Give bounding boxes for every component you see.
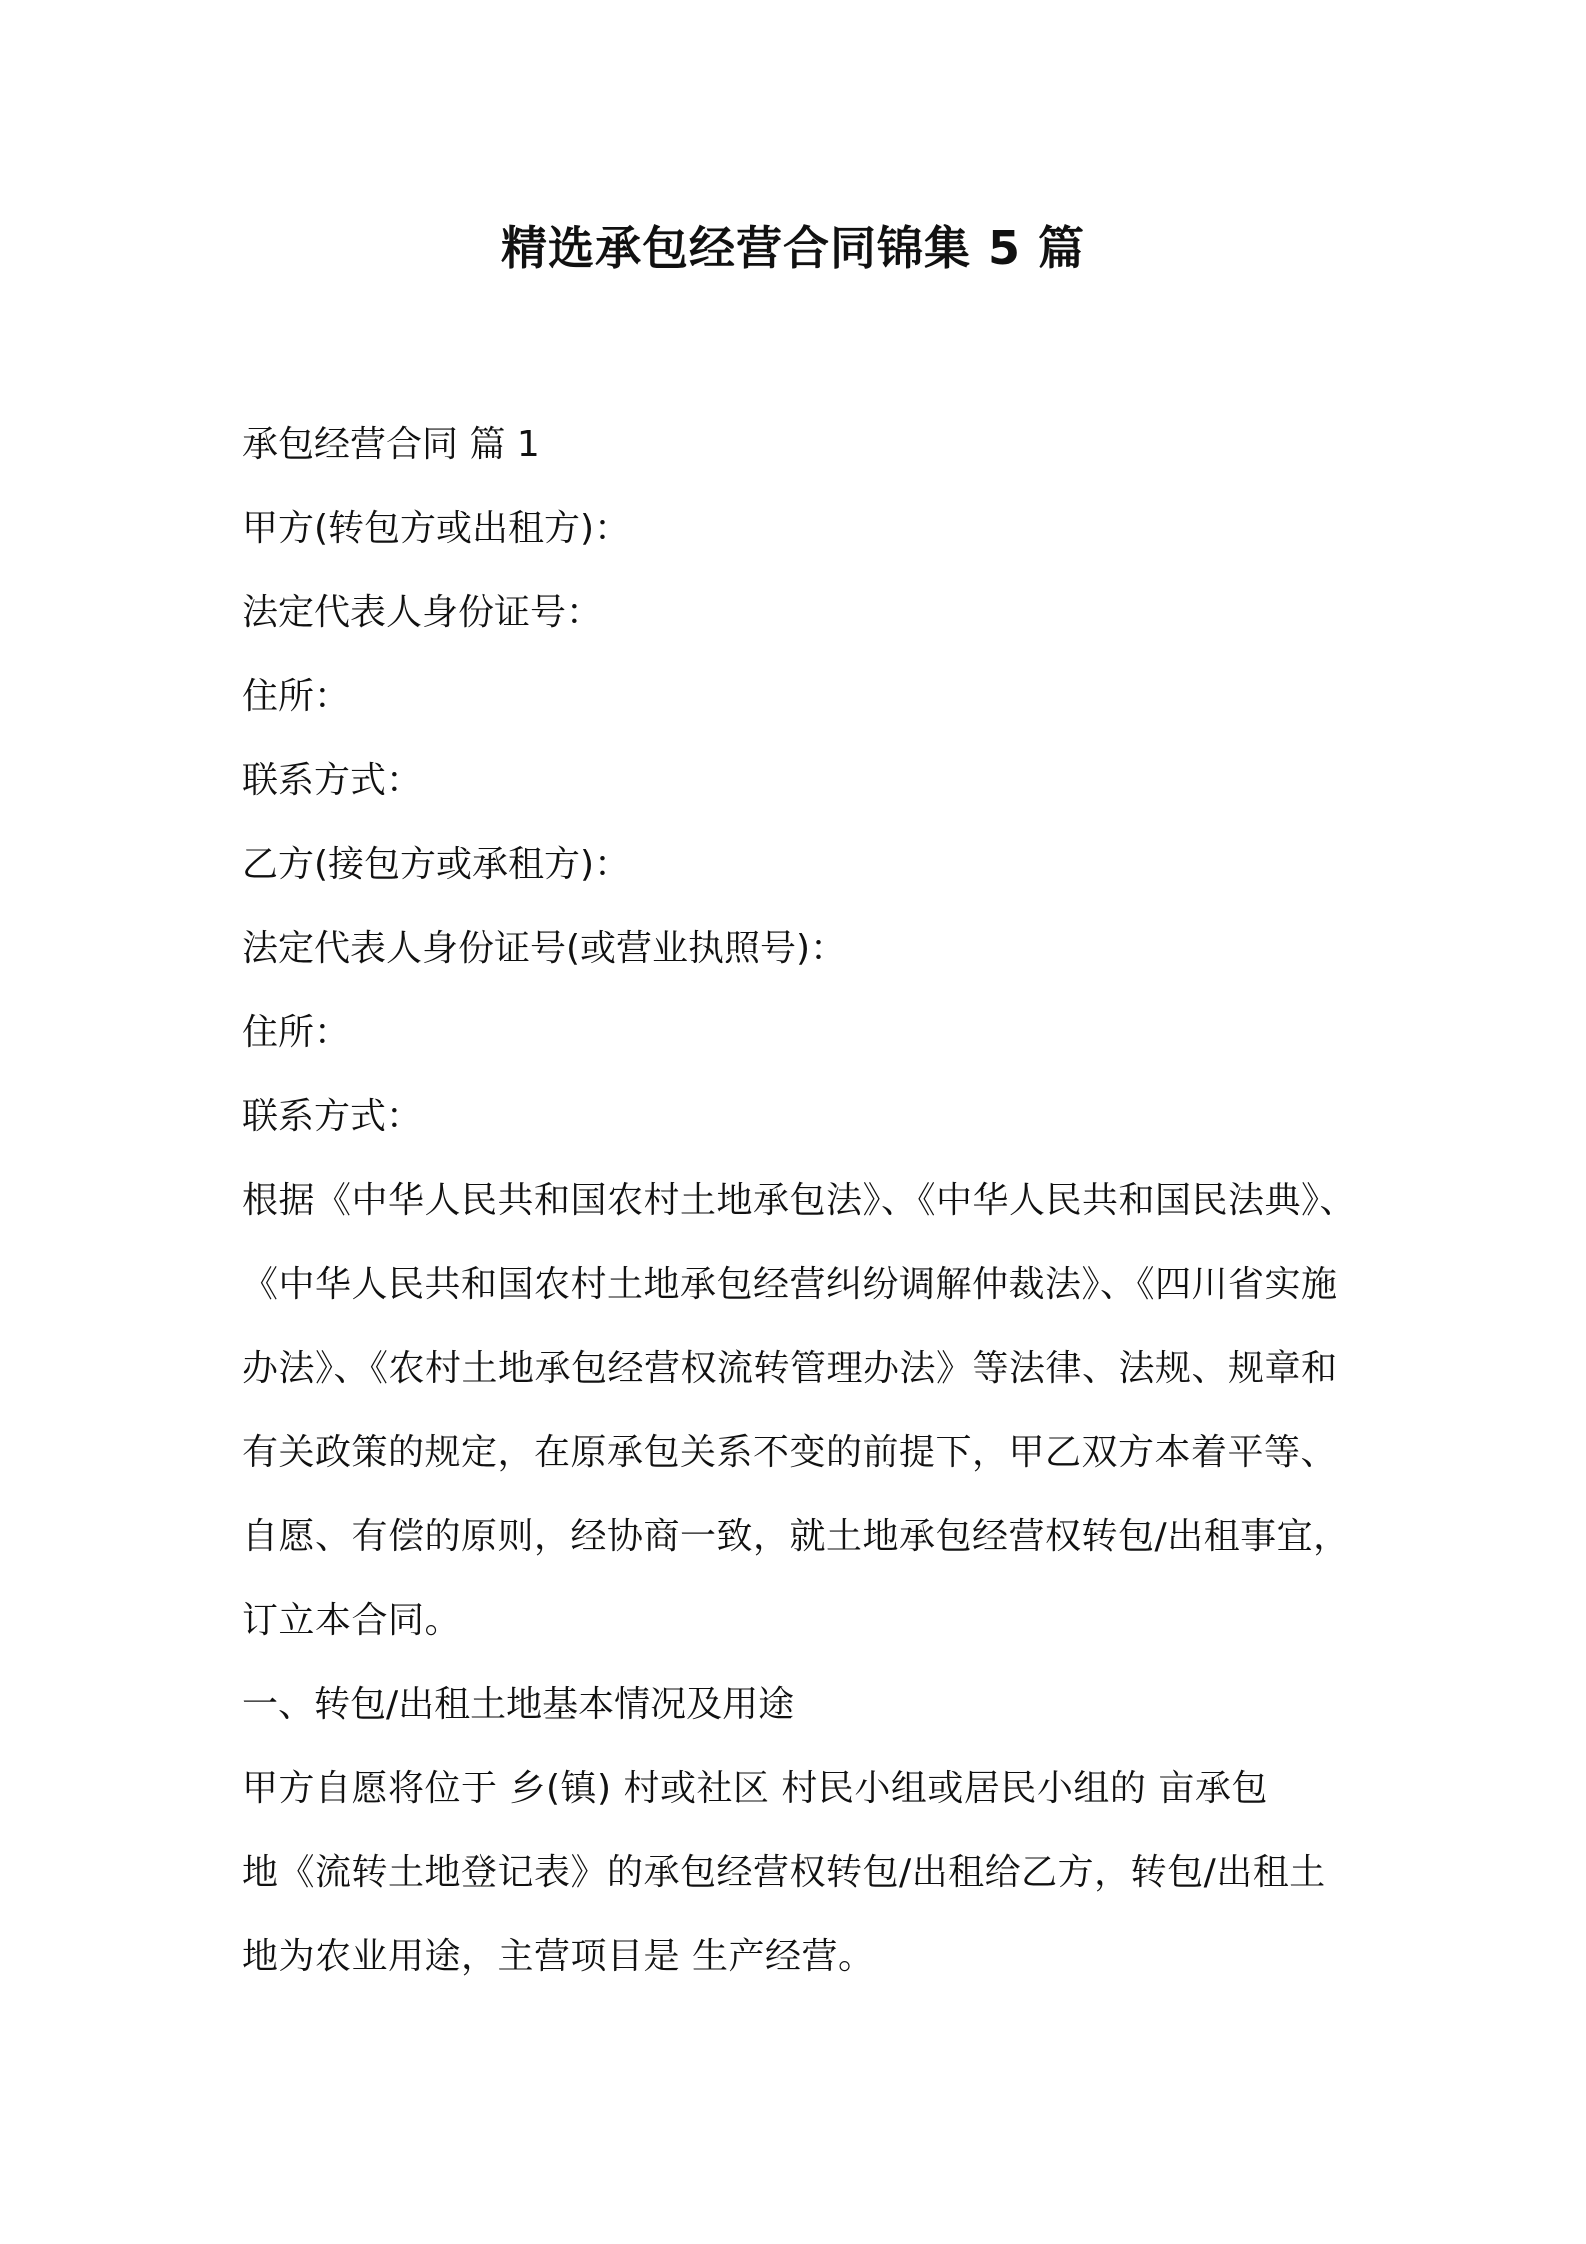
preamble-line: 根据《中华人民共和国农村土地承包法》、《中华人民共和国民法典》、 xyxy=(242,1180,1357,1221)
section-heading: 承包经营合同 篇 1 xyxy=(242,424,540,465)
party-b-address-field: 住所： xyxy=(242,1012,351,1053)
preamble-line: 办法》、《农村土地承包经营权流转管理办法》等法律、法规、规章和 xyxy=(242,1348,1338,1389)
party-a-address-field: 住所： xyxy=(242,676,351,717)
party-a-id-field: 法定代表人身份证号： xyxy=(242,592,603,633)
document-body xyxy=(242,403,1362,1999)
party-a-contact-field: 联系方式： xyxy=(242,760,423,801)
clause-1-heading: 一、转包/出租土地基本情况及用途 xyxy=(242,1684,795,1725)
document-title: 精选承包经营合同锦集 5 篇 xyxy=(500,221,1086,275)
party-b-id-field: 法定代表人身份证号(或营业执照号)： xyxy=(242,928,847,969)
preamble-line: 《中华人民共和国农村土地承包经营纠纷调解仲裁法》、《四川省实施 xyxy=(242,1264,1338,1305)
preamble-line: 订立本合同。 xyxy=(242,1600,462,1641)
clause-1-line: 甲方自愿将位于 乡(镇) 村或社区 村民小组或居民小组的 亩承包 xyxy=(242,1768,1268,1809)
preamble-line: 自愿、有偿的原则，经协商一致，就土地承包经营权转包/出租事宜， xyxy=(242,1516,1350,1557)
party-b-contact-field: 联系方式： xyxy=(242,1096,423,1137)
preamble-line: 有关政策的规定，在原承包关系不变的前提下，甲乙双方本着平等、 xyxy=(242,1432,1338,1473)
preamble-paragraph xyxy=(242,1159,1362,1663)
party-a-field: 甲方(转包方或出租方)： xyxy=(242,508,631,549)
clause-1-paragraph xyxy=(242,1747,1362,1999)
clause-1-line: 地《流转土地登记表》的承包经营权转包/出租给乙方，转包/出租土 xyxy=(242,1852,1326,1893)
clause-1-line: 地为农业用途，主营项目是 生产经营。 xyxy=(242,1936,875,1977)
party-b-field: 乙方(接包方或承租方)： xyxy=(242,844,631,885)
